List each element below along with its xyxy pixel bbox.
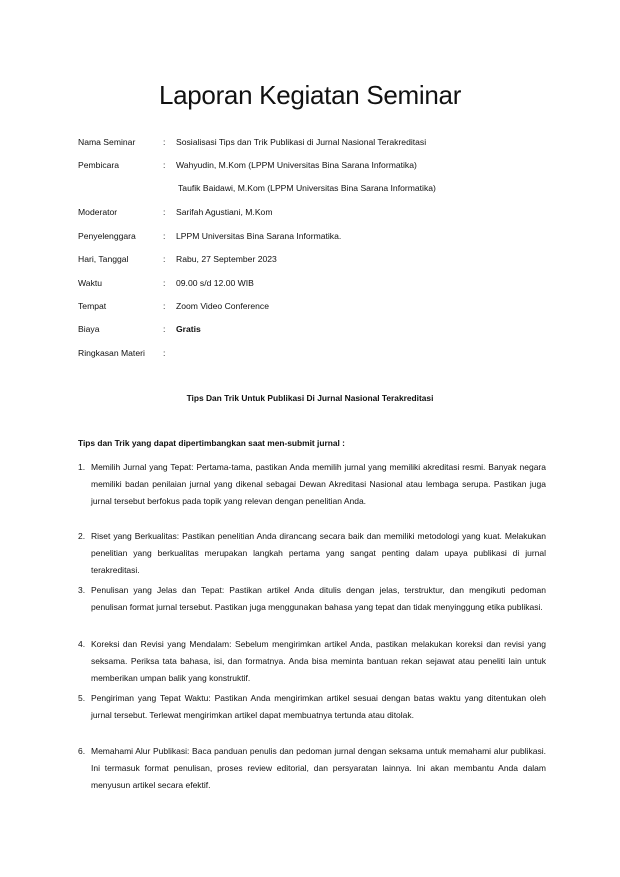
info-value: LPPM Universitas Bina Sarana Informatika. (176, 231, 342, 241)
info-label: Hari, Tanggal (78, 254, 129, 264)
info-label: Moderator (78, 207, 118, 217)
info-label: Ringkasan Materi (78, 348, 145, 358)
list-item-text: Memahami Alur Publikasi: Baca panduan penulis dan pedoman jurnal dengan seksama untuk memahami alur publikasi. Ini termasuk format penulisan, proses review editorial, dan persyaratan lainnya. Ini akan membantu Anda dalam menyusun artikel secara efektif. (91, 746, 546, 790)
list-item-number: 1. (78, 462, 86, 472)
list-item-number: 5. (78, 693, 86, 703)
info-value: Gratis (176, 324, 201, 334)
info-value: Rabu, 27 September 2023 (176, 254, 277, 264)
list-item-text: Pengiriman yang Tepat Waktu: Pastikan Anda mengirimkan artikel sesuai dengan batas waktu yang ditentukan oleh jurnal tersebut. Terlewat mengirimkan artikel dapat membuatnya tertunda atau ditolak. (91, 693, 546, 720)
info-colon: : (163, 324, 166, 334)
info-label: Biaya (78, 324, 100, 334)
info-colon: : (163, 207, 166, 217)
info-label: Tempat (78, 301, 107, 311)
list-item-number: 2. (78, 531, 86, 541)
info-value: Sosialisasi Tips dan Trik Publikasi di Jurnal Nasional Terakreditasi (176, 137, 427, 147)
page-title: Laporan Kegiatan Seminar (158, 80, 462, 110)
info-label: Penyelenggara (78, 231, 136, 241)
list-item-text: Koreksi dan Revisi yang Mendalam: Sebelum mengirimkan artikel Anda, pastikan melakukan koreksi dan revisi yang seksama. Periksa tata bahasa, isi, dan formatnya. Anda bisa meminta bantuan rekan sejawat atau peneliti lain untuk memberikan umpan balik yang konstruktif. (91, 639, 546, 683)
list-item-number: 3. (78, 585, 86, 595)
info-colon: : (163, 278, 166, 288)
info-label: Pembicara (78, 160, 120, 170)
list-item (78, 743, 546, 794)
info-colon: : (163, 301, 166, 311)
list-item-number: 4. (78, 639, 86, 649)
list-item-text: Riset yang Berkualitas: Pastikan penelitian Anda dirancang secara baik dan memiliki metodologi yang kuat. Melakukan penelitian yang berkualitas merupakan langkah pertama yang sangat penting dalam upaya publikasi di jurnal terakreditasi. (91, 531, 546, 575)
intro-text: Tips dan Trik yang dapat dipertimbangkan saat men-submit jurnal : (78, 438, 345, 448)
list-item-text: Memilih Jurnal yang Tepat: Pertama-tama, pastikan Anda memilih jurnal yang memiliki akreditasi resmi. Banyak negara memiliki badan penilaian jurnal yang dikenal sebagai Dewan Akreditasi Nasional atau lembaga serupa. Pastikan juga jurnal tersebut berfokus pada topik yang relevan dengan penelitian Anda. (91, 462, 546, 506)
info-value: Wahyudin, M.Kom (LPPM Universitas Bina Sarana Informatika) (176, 160, 417, 170)
list-item (78, 459, 546, 510)
list-item-text: Penulisan yang Jelas dan Tepat: Pastikan artikel Anda ditulis dengan jelas, terstruktur, dan mengikuti pedoman penulisan format jurnal tersebut. Pastikan juga menggunakan bahasa yang tepat dan tidak menyinggung etika publikasi. (91, 585, 546, 612)
info-colon: : (163, 348, 166, 358)
info-label: Nama Seminar (78, 137, 136, 147)
info-value: Taufik Baidawi, M.Kom (LPPM Universitas Bina Sarana Informatika) (178, 183, 436, 193)
list-item (78, 582, 546, 616)
list-item (78, 636, 546, 687)
info-colon: : (163, 137, 166, 147)
list-item-number: 6. (78, 746, 86, 756)
info-label: Waktu (78, 278, 103, 288)
info-value: Sarifah Agustiani, M.Kom (176, 207, 273, 217)
info-value: 09.00 s/d 12.00 WIB (176, 278, 254, 288)
info-colon: : (163, 231, 166, 241)
list-item (78, 690, 546, 724)
info-colon: : (163, 160, 166, 170)
section-subtitle: Tips Dan Trik Untuk Publikasi Di Jurnal Nasional Terakreditasi (186, 393, 434, 403)
info-value: Zoom Video Conference (176, 301, 269, 311)
info-colon: : (163, 254, 166, 264)
list-item (78, 528, 546, 579)
